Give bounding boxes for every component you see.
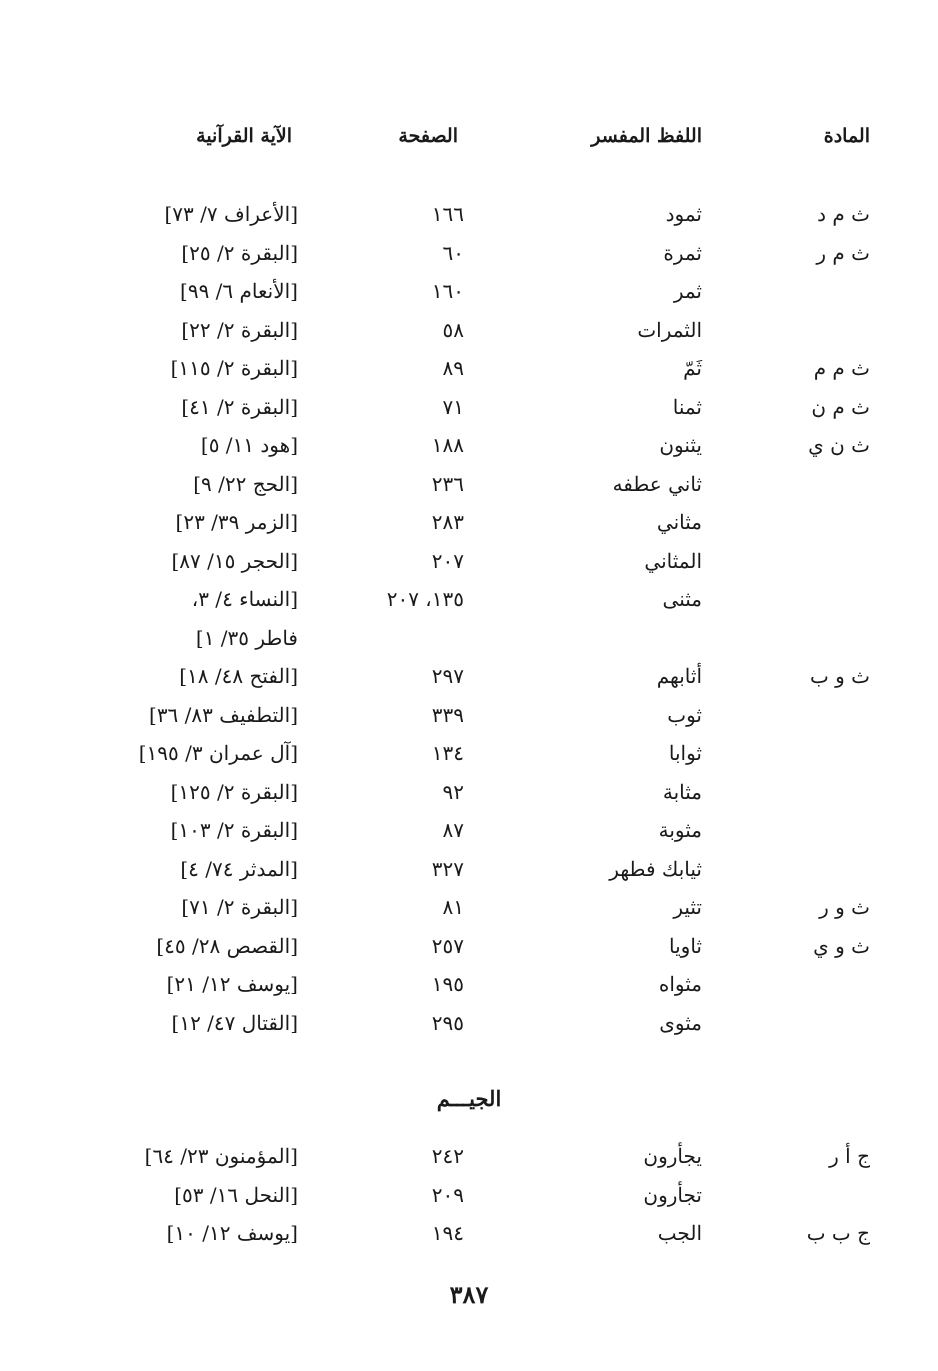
verse-cell: [البقرة ٢/ ١٠٣]: [170, 818, 298, 842]
page-cell: ٩٢: [442, 779, 464, 804]
verse-cell: [الأعراف ٧/ ٧٣]: [164, 202, 298, 226]
word-cell: تجأرون: [643, 1182, 702, 1207]
word-cell: مثواه: [658, 972, 702, 996]
material-cell: ث م د: [817, 202, 870, 226]
page-cell: ٣٣٩: [431, 702, 464, 727]
page-cell: ٨١: [442, 895, 464, 919]
header-material: المادة: [823, 125, 870, 147]
word-cell: ثمود: [665, 202, 702, 226]
page-cell: ٣٢٧: [431, 856, 464, 881]
verse-cell: [البقرة ٢/ ٢٢]: [181, 317, 298, 342]
word-cell: ثوب: [667, 702, 702, 727]
header-verse: الآية القرآنية: [196, 125, 292, 147]
word-cell: مثوى: [659, 1010, 702, 1035]
page-cell: ٢٠٧: [431, 548, 464, 573]
material-cell: ج ب ب: [806, 1221, 870, 1245]
material-cell: ث ن ي: [808, 433, 870, 457]
material-cell: ث م ن: [811, 394, 870, 419]
word-cell: ثيابك فطهر: [609, 856, 702, 881]
material-cell: ث م م: [813, 356, 870, 380]
page-cell: ٨٩: [442, 356, 464, 380]
verse-cell: [البقرة ٢/ ١٢٥]: [170, 779, 298, 804]
word-cell: تثير: [673, 895, 702, 919]
word-cell: مثابة: [662, 779, 702, 804]
verse-cell: [البقرة ٢/ ٧١]: [181, 895, 298, 919]
page-cell: ٢٣٦: [431, 471, 464, 496]
page-cell: ٢٩٥: [431, 1010, 464, 1035]
verse-cell: [يوسف ١٢/ ١٠]: [166, 1221, 298, 1245]
page-number: ٣٨٧: [449, 1280, 489, 1309]
word-cell: مثاني: [656, 510, 702, 534]
verse-cell: [الأنعام ٦/ ٩٩]: [180, 279, 298, 303]
header-word: اللفظ المفسر: [591, 125, 702, 147]
word-cell: مثوبة: [658, 818, 702, 842]
page-cell: ٦٠: [442, 240, 464, 265]
verse-cell: [القصص ٢٨/ ٤٥]: [156, 933, 298, 958]
page-cell: ١٩٥: [431, 972, 464, 996]
page-cell: ٢٠٩: [431, 1182, 464, 1207]
page-cell: ٨٧: [442, 818, 464, 842]
page-cell: ١٦٠: [431, 279, 464, 303]
verse-cell: [النحل ١٦/ ٥٣]: [174, 1182, 298, 1207]
verse-cell: [المدثر ٧٤/ ٤]: [180, 856, 298, 881]
page-cell: ١٩٤: [431, 1221, 464, 1245]
word-cell: المثاني: [644, 548, 702, 573]
word-cell: ثاويا: [669, 933, 702, 958]
verse-cell: فاطر ٣٥/ ١]: [195, 625, 298, 650]
material-cell: ث و ب: [809, 664, 870, 688]
verse-cell: [الحجر ١٥/ ٨٧]: [171, 548, 298, 573]
verse-cell: [التطفيف ٨٣/ ٣٦]: [149, 702, 298, 727]
word-cell: ثَمّ: [683, 356, 702, 380]
verse-cell: [البقرة ٢/ ٤١]: [181, 394, 298, 419]
material-cell: ث م ر: [816, 240, 870, 265]
word-cell: ثمر: [673, 279, 702, 303]
verse-cell: [هود ١١/ ٥]: [200, 433, 298, 457]
verse-cell: [الفتح ٤٨/ ١٨]: [179, 664, 298, 688]
word-cell: يثنون: [659, 433, 702, 457]
word-cell: ثاني عطفه: [612, 471, 702, 496]
page-cell: ٧١: [442, 394, 464, 419]
word-cell: ثمنا: [672, 394, 702, 419]
page-cell: ١٣٥، ٢٠٧: [386, 587, 464, 611]
word-cell: يجأرون: [643, 1144, 702, 1168]
word-cell: مثنى: [662, 587, 702, 611]
material-cell: ث و ي: [813, 933, 870, 958]
material-cell: ج أ ر: [829, 1144, 870, 1168]
word-cell: أثابهم: [656, 664, 702, 688]
page-cell: ٥٨: [442, 317, 464, 342]
page-cell: ٢٥٧: [431, 933, 464, 958]
header-page: الصفحة: [398, 125, 458, 147]
section-title-jim: الجيـــم: [436, 1086, 502, 1111]
verse-cell: [البقرة ٢/ ٢٥]: [181, 240, 298, 265]
verse-cell: [آل عمران ٣/ ١٩٥]: [138, 741, 298, 765]
word-cell: الجب: [657, 1221, 702, 1245]
page-cell: ١٣٤: [431, 741, 464, 765]
word-cell: ثمرة: [663, 240, 702, 265]
verse-cell: [المؤمنون ٢٣/ ٦٤]: [144, 1144, 298, 1168]
verse-cell: [الحج ٢٢/ ٩]: [193, 471, 298, 496]
page-cell: ١٦٦: [431, 202, 464, 226]
word-cell: ثوابا: [668, 741, 702, 765]
verse-cell: [النساء ٤/ ٣،: [191, 587, 298, 611]
material-cell: ث و ر: [819, 895, 870, 919]
verse-cell: [البقرة ٢/ ١١٥]: [170, 356, 298, 380]
page-cell: ٢٨٣: [431, 510, 464, 534]
page-cell: ٢٩٧: [431, 664, 464, 688]
verse-cell: [القتال ٤٧/ ١٢]: [171, 1010, 298, 1035]
verse-cell: [الزمر ٣٩/ ٢٣]: [175, 510, 298, 534]
page-cell: ١٨٨: [431, 433, 464, 457]
page-cell: ٢٤٢: [431, 1144, 464, 1168]
word-cell: الثمرات: [637, 317, 702, 342]
verse-cell: [يوسف ١٢/ ٢١]: [166, 972, 298, 996]
